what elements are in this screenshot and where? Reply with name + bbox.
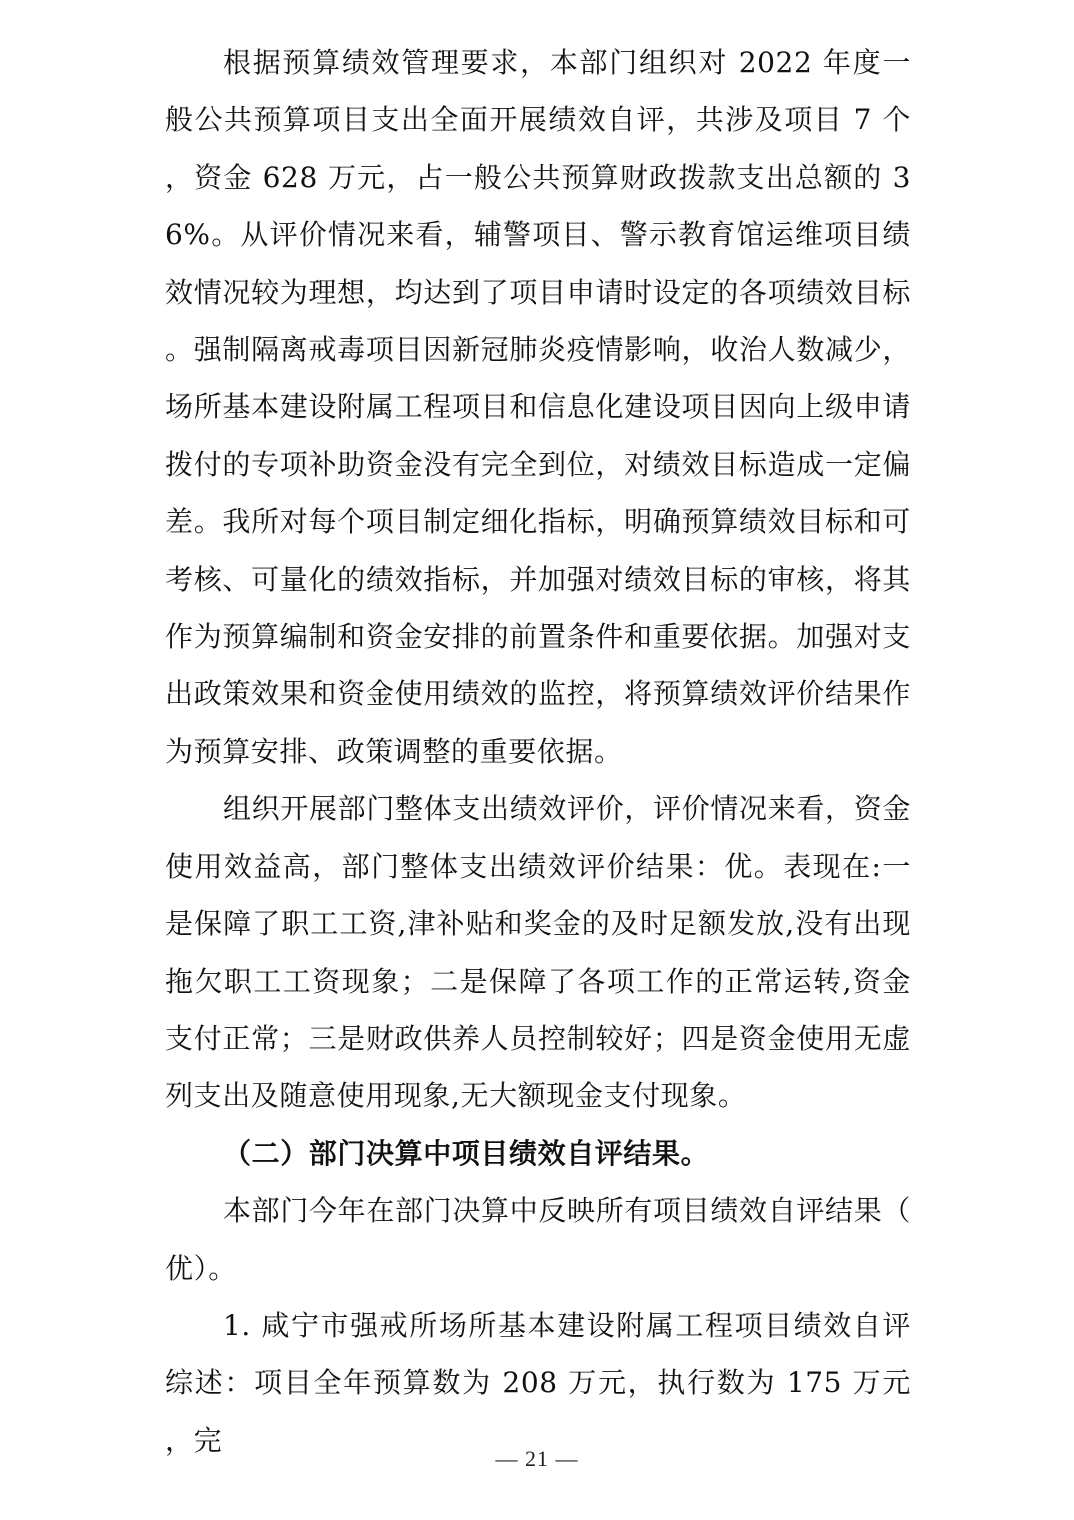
body-text: [165, 34, 911, 1469]
section-heading: （二）部门决算中项目绩效自评结果。: [223, 1136, 710, 1170]
paragraph-project-1-summary: 1. 咸宁市强戒所场所基本建设附属工程项目绩效自评综述：项目全年预算数为 208 万元，执行数为 175 万元，完: [165, 1308, 911, 1457]
paragraph-performance-self-evaluation: 根据预算绩效管理要求，本部门组织对 2022 年度一般公共预算项目支出全面开展绩效自评，共涉及项目 7 个，资金 628 万元，占一般公共预算财政拨款支出总额的 36%。从评价情况来看，辅警项目、警示教育馆运维项目绩效情况较为理想，均达到了项目申请时设定的各项绩效目标。强制隔离戒毒项目因新冠肺炎疫情影响，收治人数减少，场所基本建设附属工程项目和信息化建设项目因向上级申请拨付的专项补助资金没有完全到位，对绩效目标造成一定偏差。我所对每个项目制定细化指标，明确预算绩效目标和可考核、可量化的绩效指标，并加强对绩效目标的审核，将其作为预算编制和资金安排的前置条件和重要依据。加强对支出政策效果和资金使用绩效的监控，将预算绩效评价结果作为预算安排、政策调整的重要依据。: [165, 46, 911, 768]
page-number: — 21 —: [495, 1446, 579, 1471]
paragraph-project-results: 本部门今年在部门决算中反映所有项目绩效自评结果（优）。: [165, 1194, 911, 1285]
paragraph-overall-expenditure-evaluation: 组织开展部门整体支出绩效评价，评价情况来看，资金使用效益高，部门整体支出绩效评价结果：优。表现在:一是保障了职工工资,津补贴和奖金的及时足额发放,没有出现拖欠职工工资现象；二是保障了各项工作的正常运转,资金支付正常；三是财政供养人员控制较好；四是资金使用无虚列支出及随意使用现象,无大额现金支付现象。: [165, 792, 911, 1113]
